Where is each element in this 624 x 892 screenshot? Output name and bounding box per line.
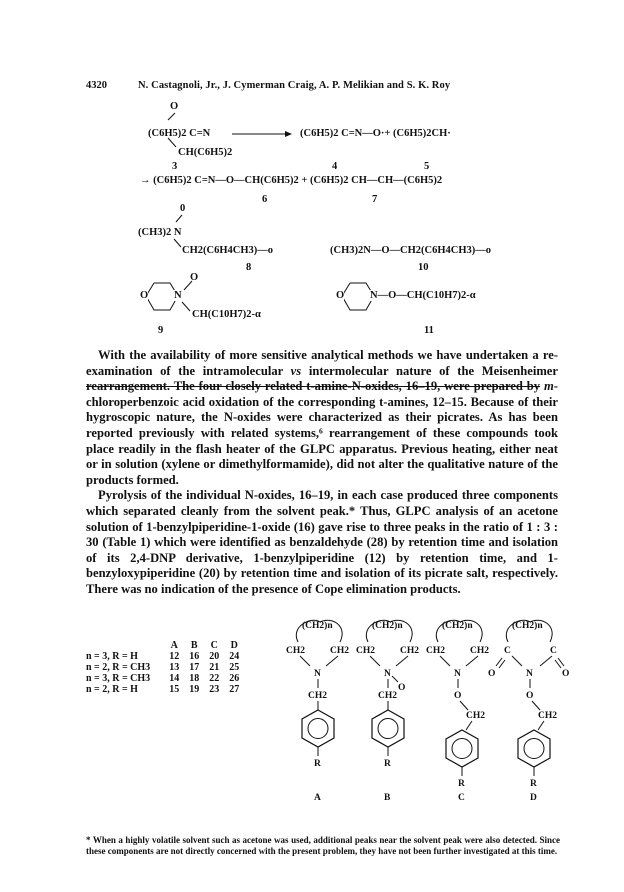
ch2-label: CH2 (426, 646, 445, 656)
compound-9-nitrogen: N (174, 290, 182, 301)
ch2-label: CH2 (400, 646, 419, 656)
paragraph-2: Pyrolysis of the individual N-oxides, 16–19, in each case produced three components which separated cleanly from the solvent peak.* Thus, GLPC analysis of an acetone solution of 1-benzylpiperidine-1-oxide (16) gave rise to three peaks in the ratio of 1 : 3 : 30 (Table 1) which were identified as benzaldehyde (28) by retention time and isolation of its 2,4-DNP derivative, 1-benzylpiperidine (12) by retention time, and 1-benzyloxypiperidine (20) by retention time and isolation of its picrate salt, respectively. There was no indication of the presence of Cope elimination products. (86, 488, 558, 596)
compounds-8-10 (138, 201, 558, 271)
o-atom: O (562, 669, 570, 679)
compound-11-ring-oxygen: O (336, 290, 345, 301)
cell: 17 (189, 662, 200, 673)
ring-label: (CH2)n (512, 621, 543, 631)
compound-number-table (86, 640, 244, 695)
table-row (86, 651, 244, 662)
products-4-5: (C6H5)2 C=N—O·+ (C6H5)2CH· (300, 128, 451, 139)
o-atom: O (398, 683, 406, 693)
compound-3-main: (C6H5)2 C=N (148, 128, 211, 139)
r-group: R (458, 779, 465, 789)
row-label: n = 3, R = H (86, 651, 138, 662)
n-atom: N (384, 669, 391, 679)
o-atom: O (526, 691, 534, 701)
label-8: 8 (246, 262, 252, 273)
table-row (86, 662, 244, 673)
structure-label-d: D (530, 793, 537, 803)
compound-11-chain: N—O—CH(C10H7)2-α (370, 290, 476, 301)
cell: 21 (209, 662, 220, 673)
p1-struck-line: rearrangement. The four closely related t-amine-N-oxides, 16–19, were prepared by (86, 379, 541, 394)
cell: 22 (209, 673, 220, 684)
cell: 25 (229, 662, 240, 673)
r-group: R (314, 759, 321, 769)
n-atom: N (526, 669, 533, 679)
label-4: 4 (332, 161, 338, 172)
footnote: * When a highly volatile solvent such as acetone was used, additional peaks near the solvent peak were also detected. Since these components are not directly concerned with the present problem, they have not been further investigated at this time. (86, 835, 560, 856)
p1-part-a: With the availability of more sensitive analytical methods we have undertaken a re-examination of the intramolecular (86, 348, 558, 378)
p1-part-c: -chloroperbenzoic acid oxidation of the corresponding t-amines, 12–15. Because of their hygroscopic nature, the N-oxides were characterized as their picrates. As has been reported previously with related systems,⁶ rearrangement of these compounds took place readily in the flash heater of the GLPC apparatus. Previous heating, either neat or in solution (xylene or dimethylformamide), did not alter the qualitative nature of the products formed. (86, 379, 558, 487)
p1-part-b: intermolecular nature of the Meisenheimer (301, 363, 558, 378)
structures-a-d (276, 614, 576, 828)
compound-9-oxide: O (190, 272, 199, 283)
table-header-row (86, 640, 244, 651)
compound-8-oxygen: 0 (180, 203, 186, 214)
oxide-oxygen: O (170, 101, 179, 112)
col-header: C (210, 640, 218, 651)
compound-8-bonds (138, 201, 558, 271)
o-atom: O (454, 691, 462, 701)
p1-vs: vs (290, 363, 302, 378)
table-row (86, 684, 244, 695)
structure-b (356, 620, 419, 803)
col-header: B (190, 640, 198, 651)
cell: 15 (169, 684, 180, 695)
cell: 24 (229, 651, 240, 662)
page-number: 4320 (86, 80, 107, 91)
row-label: n = 2, R = H (86, 684, 138, 695)
label-11: 11 (424, 325, 434, 336)
ch2-label: CH2 (538, 711, 557, 721)
cell: 20 (209, 651, 220, 662)
col-header: D (230, 640, 238, 651)
ring-label: (CH2)n (302, 621, 333, 631)
cell: 12 (169, 651, 180, 662)
compound-10: (CH3)2N—O—CH2(C6H4CH3)—o (330, 245, 491, 256)
cell: 26 (229, 673, 240, 684)
compound-9-ring-oxygen: O (140, 290, 149, 301)
c-atom: C (550, 646, 557, 656)
o-atom: O (488, 669, 496, 679)
cell: 23 (209, 684, 220, 695)
c-atom: C (504, 646, 511, 656)
ring-label: (CH2)n (372, 621, 403, 631)
paragraph-1 (86, 348, 558, 488)
compound-3-substituent: CH(C6H5)2 (178, 147, 233, 158)
structure-label-a: A (314, 793, 321, 803)
ring-label: (CH2)n (442, 621, 473, 631)
cell: 14 (169, 673, 180, 684)
table-row (86, 673, 244, 684)
authors: N. Castagnoli, Jr., J. Cymerman Craig, A. P. Melikian and S. K. Roy (138, 80, 451, 91)
row-label: n = 3, R = CH3 (86, 673, 151, 684)
label-9: 9 (158, 325, 164, 336)
ch2-label: CH2 (330, 646, 349, 656)
numbering-table (86, 640, 244, 695)
r-group: R (530, 779, 537, 789)
cell: 13 (169, 662, 180, 673)
cell: 18 (189, 673, 200, 684)
label-7: 7 (372, 194, 378, 205)
cell: 19 (189, 684, 200, 695)
label-3: 3 (172, 161, 178, 172)
products-6-7: → (C6H5)2 C=N—O—CH(C6H5)2 + (C6H5)2 CH—CH—(C6H5)2 (140, 175, 443, 186)
col-header: A (170, 640, 178, 651)
ch2-label: CH2 (378, 691, 397, 701)
n-atom: N (454, 669, 461, 679)
r-group: R (384, 759, 391, 769)
structure-a (286, 620, 349, 803)
structure-d (488, 620, 569, 803)
body-text (86, 348, 558, 598)
ch2-label: CH2 (466, 711, 485, 721)
label-6: 6 (262, 194, 268, 205)
compound-8-substituent: CH2(C6H4CH3)—o (182, 245, 273, 256)
p1-meta: m (544, 379, 554, 394)
ch2-label: CH2 (286, 646, 305, 656)
ch2-label: CH2 (470, 646, 489, 656)
ch2-label: CH2 (308, 691, 327, 701)
compounds-9-11 (138, 272, 558, 347)
structure-c (426, 620, 489, 803)
row-label: n = 2, R = CH3 (86, 662, 151, 673)
compound-9-substituent: CH(C10H7)2-α (192, 309, 261, 320)
label-5: 5 (424, 161, 430, 172)
compound-8-amine: (CH3)2 N (138, 227, 182, 238)
n-atom: N (314, 669, 321, 679)
label-10: 10 (418, 262, 429, 273)
cell: 16 (189, 651, 200, 662)
structure-label-c: C (458, 793, 465, 803)
ch2-label: CH2 (356, 646, 375, 656)
structure-label-b: B (384, 793, 391, 803)
cell: 27 (229, 684, 240, 695)
